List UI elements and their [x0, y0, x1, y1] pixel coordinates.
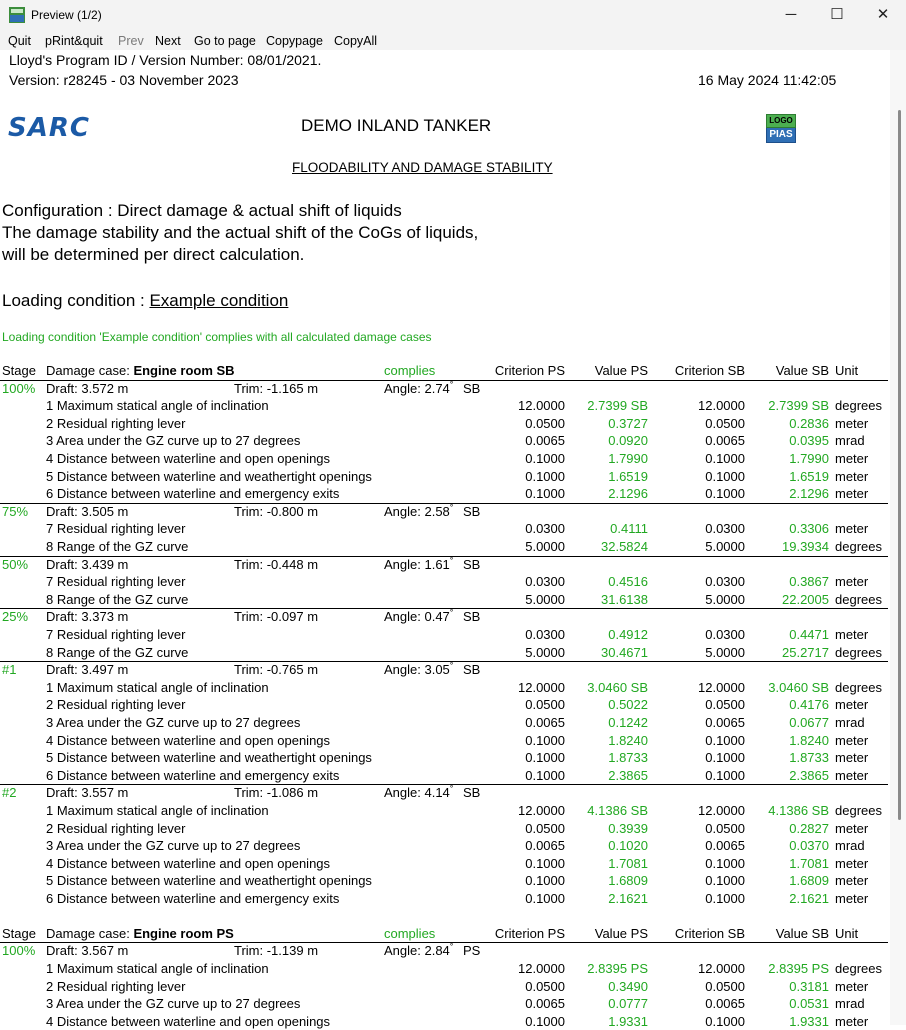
- actual-sb-value: 0.0395: [789, 433, 829, 449]
- unit-label: mrad: [835, 433, 865, 449]
- app-icon: [9, 7, 25, 23]
- criterion-name: 5 Distance between waterline and weathertight openings: [46, 468, 372, 484]
- stage-trim: Trim: -0.097 m: [234, 609, 319, 625]
- stage-trim: Trim: -0.448 m: [234, 556, 319, 572]
- minimize-button[interactable]: ─: [785, 6, 797, 23]
- criterion-sb-value: 12.0000: [698, 803, 745, 818]
- actual-ps-value: 2.8395 PS: [587, 960, 648, 976]
- stage-angle: Angle: 1.61°: [384, 555, 454, 572]
- damage-case-label: Damage case: Engine room SB: [46, 363, 235, 378]
- actual-sb-value: 0.0370: [789, 838, 829, 854]
- unit-label: mrad: [835, 996, 865, 1012]
- unit-label: meter: [835, 891, 869, 906]
- criterion-sb-value: 0.1000: [705, 767, 745, 783]
- criterion-sb-value: 0.0500: [705, 978, 745, 994]
- col-header-value-ps: Value PS: [594, 925, 648, 941]
- stage-side: SB: [463, 556, 481, 572]
- criterion-ps-value: 5.0000: [525, 644, 565, 660]
- criterion-name: 1 Maximum statical angle of inclination: [46, 803, 269, 818]
- criterion-name: 2 Residual righting lever: [46, 978, 186, 994]
- loading-condition-value: Example condition: [149, 291, 289, 310]
- criterion-name: 6 Distance between waterline and emergency exits: [46, 891, 340, 906]
- actual-ps-value: 0.3727: [608, 415, 648, 431]
- actual-ps-value: 0.0920: [608, 433, 648, 449]
- actual-sb-value: 0.4471: [789, 627, 829, 642]
- stage-side: SB: [463, 380, 481, 396]
- damage-case-label: Damage case: Engine room PS: [46, 925, 234, 941]
- pias-logo: [766, 114, 796, 143]
- unit-label: meter: [835, 1013, 869, 1029]
- unit-label: meter: [835, 468, 869, 484]
- configuration-line-3: will be determined per direct calculation.: [2, 245, 305, 264]
- degree-sign: °: [449, 555, 454, 566]
- actual-ps-value: 2.3865: [608, 767, 648, 783]
- criterion-ps-value: 0.1000: [525, 486, 565, 502]
- stage-label: #2: [2, 785, 17, 801]
- stage-draft: Draft: 3.505 m: [46, 503, 129, 519]
- unit-label: meter: [835, 415, 869, 431]
- actual-ps-value: 31.6138: [601, 591, 648, 607]
- unit-label: meter: [835, 873, 869, 889]
- criterion-sb-value: 0.1000: [705, 750, 745, 766]
- degree-sign: °: [449, 660, 454, 671]
- menu-bar: [0, 32, 906, 50]
- stage-angle: Angle: 3.05°: [384, 660, 454, 678]
- damage-case-status: complies: [384, 925, 436, 941]
- criterion-ps-value: 0.0500: [525, 697, 565, 713]
- stage-draft: Draft: 3.497 m: [46, 662, 129, 678]
- maximize-button[interactable]: ☐: [830, 6, 844, 23]
- complies-message: Loading condition 'Example condition' complies with all calculated damage cases: [2, 330, 432, 344]
- criterion-sb-value: 0.1000: [705, 855, 745, 871]
- actual-ps-value: 30.4671: [601, 644, 648, 660]
- degree-sign: °: [449, 941, 454, 952]
- scrollbar-thumb[interactable]: [898, 110, 901, 820]
- col-header-value-sb: Value SB: [775, 363, 829, 378]
- stage-label: 25%: [2, 609, 29, 625]
- col-header-unit: Unit: [835, 925, 859, 941]
- stage-label: 75%: [2, 503, 29, 519]
- criterion-sb-value: 0.1000: [705, 732, 745, 748]
- unit-label: degrees: [835, 539, 882, 554]
- criterion-sb-value: 0.0300: [705, 574, 745, 590]
- criterion-ps-value: 5.0000: [525, 539, 565, 554]
- stage-draft: Draft: 3.557 m: [46, 785, 129, 801]
- criterion-ps-value: 0.0300: [525, 521, 565, 537]
- unit-label: degrees: [835, 679, 882, 695]
- col-header-criterion-ps: Criterion PS: [494, 363, 565, 378]
- stage-trim: Trim: -1.086 m: [234, 785, 319, 801]
- unit-label: degrees: [835, 644, 882, 660]
- actual-sb-value: 0.2836: [789, 415, 829, 431]
- actual-ps-value: 3.0460 SB: [587, 679, 648, 695]
- sarc-logo: SARC: [8, 113, 90, 143]
- actual-ps-value: 4.1386 SB: [587, 803, 648, 818]
- criterion-sb-value: 0.0065: [705, 996, 745, 1012]
- actual-sb-value: 1.8733: [789, 750, 829, 766]
- actual-sb-value: 2.1296: [789, 486, 829, 502]
- actual-sb-value: 1.9331: [789, 1013, 829, 1029]
- criterion-name: 1 Maximum statical angle of inclination: [46, 960, 269, 976]
- actual-ps-value: 32.5824: [601, 539, 648, 554]
- window-title: Preview (1/2): [31, 8, 102, 22]
- actual-sb-value: 0.2827: [789, 820, 829, 836]
- stage-angle: Angle: 2.74°: [384, 379, 454, 396]
- stage-trim: Trim: -0.800 m: [234, 503, 319, 519]
- criterion-ps-value: 0.0500: [525, 978, 565, 994]
- actual-sb-value: 2.8395 PS: [768, 960, 829, 976]
- criterion-sb-value: 0.1000: [705, 468, 745, 484]
- criterion-ps-value: 0.0500: [525, 820, 565, 836]
- actual-sb-value: 3.0460 SB: [768, 679, 829, 695]
- actual-ps-value: 1.8733: [608, 750, 648, 766]
- pias-logo-top: LOGO: [766, 114, 796, 128]
- criterion-sb-value: 0.0065: [705, 715, 745, 730]
- actual-sb-value: 0.4176: [789, 697, 829, 713]
- criterion-name: 8 Range of the GZ curve: [46, 539, 189, 554]
- pias-logo-bottom: PIAS: [766, 128, 796, 143]
- stage-side: SB: [463, 785, 481, 801]
- stage-trim: Trim: -1.165 m: [234, 380, 319, 396]
- actual-ps-value: 0.0777: [608, 996, 648, 1012]
- criterion-name: 3 Area under the GZ curve up to 27 degrees: [46, 996, 301, 1012]
- criterion-name: 2 Residual righting lever: [46, 415, 186, 431]
- unit-label: meter: [835, 486, 869, 502]
- actual-sb-value: 22.2005: [782, 591, 829, 607]
- criterion-name: 4 Distance between waterline and open openings: [46, 1013, 331, 1029]
- criterion-name: 6 Distance between waterline and emergency exits: [46, 486, 340, 502]
- unit-label: mrad: [835, 838, 865, 854]
- unit-label: meter: [835, 750, 869, 766]
- actual-sb-value: 1.6809: [789, 873, 829, 889]
- col-header-criterion-sb: Criterion SB: [674, 363, 745, 378]
- unit-label: meter: [835, 627, 869, 642]
- actual-sb-value: 4.1386 SB: [768, 803, 829, 818]
- report-page: [0, 50, 890, 1029]
- actual-ps-value: 0.4516: [608, 574, 648, 590]
- criterion-name: 2 Residual righting lever: [46, 820, 186, 836]
- stage-draft: Draft: 3.439 m: [46, 556, 129, 572]
- criterion-name: 7 Residual righting lever: [46, 521, 186, 537]
- unit-label: meter: [835, 451, 869, 466]
- criterion-name: 2 Residual righting lever: [46, 697, 186, 713]
- unit-label: degrees: [835, 960, 882, 976]
- stage-angle: Angle: 0.47°: [384, 608, 454, 625]
- degree-sign: °: [449, 784, 454, 795]
- criterion-sb-value: 0.1000: [705, 891, 745, 906]
- actual-ps-value: 0.4912: [608, 627, 648, 642]
- unit-label: meter: [835, 697, 869, 713]
- unit-label: meter: [835, 521, 869, 537]
- col-header-stage: Stage: [2, 363, 36, 378]
- title-bar: [0, 0, 906, 32]
- criterion-sb-value: 5.0000: [705, 591, 745, 607]
- criterion-name: 4 Distance between waterline and open openings: [46, 732, 331, 748]
- actual-ps-value: 0.1020: [608, 838, 648, 854]
- actual-ps-value: 2.1296: [608, 486, 648, 502]
- criterion-name: 5 Distance between waterline and weathertight openings: [46, 750, 372, 766]
- stage-label: 50%: [2, 556, 29, 572]
- criterion-ps-value: 12.0000: [518, 398, 565, 414]
- actual-ps-value: 0.3490: [608, 978, 648, 994]
- unit-label: meter: [835, 978, 869, 994]
- stage-angle: Angle: 2.84°: [384, 941, 454, 959]
- menu-go-to-page[interactable]: Go to page: [194, 34, 256, 48]
- criterion-ps-value: 0.1000: [525, 1013, 565, 1029]
- actual-sb-value: 19.3934: [782, 539, 829, 554]
- criterion-ps-value: 12.0000: [518, 803, 565, 818]
- actual-ps-value: 0.1242: [608, 715, 648, 730]
- actual-ps-value: 0.5022: [608, 697, 648, 713]
- criterion-sb-value: 0.0500: [705, 697, 745, 713]
- actual-ps-value: 1.6519: [608, 468, 648, 484]
- configuration-line-2: The damage stability and the actual shift of the CoGs of liquids,: [2, 223, 479, 242]
- ship-name: DEMO INLAND TANKER: [301, 116, 492, 135]
- actual-sb-value: 2.1621: [789, 891, 829, 906]
- criterion-sb-value: 0.1000: [705, 873, 745, 889]
- actual-sb-value: 0.3306: [789, 521, 829, 537]
- stage-draft: Draft: 3.572 m: [46, 380, 129, 396]
- damage-case-name: Engine room PS: [133, 925, 234, 941]
- actual-ps-value: 2.1621: [608, 891, 648, 906]
- unit-label: degrees: [835, 803, 882, 818]
- criterion-sb-value: 0.0065: [705, 433, 745, 449]
- criterion-sb-value: 0.1000: [705, 486, 745, 502]
- criterion-sb-value: 0.1000: [705, 451, 745, 466]
- configuration-line-1: Configuration : Direct damage & actual shift of liquids: [2, 201, 402, 220]
- col-header-unit: Unit: [835, 363, 859, 378]
- menu-next[interactable]: Next: [155, 34, 181, 48]
- stage-label: 100%: [2, 943, 36, 959]
- criterion-sb-value: 5.0000: [705, 644, 745, 660]
- criterion-name: 7 Residual righting lever: [46, 627, 186, 642]
- col-header-stage: Stage: [2, 925, 36, 941]
- actual-ps-value: 2.7399 SB: [587, 398, 648, 414]
- actual-sb-value: 2.3865: [789, 767, 829, 783]
- criterion-ps-value: 5.0000: [525, 591, 565, 607]
- stage-angle: Angle: 4.14°: [384, 784, 454, 801]
- stage-label: 100%: [2, 380, 36, 396]
- menu-print-quit[interactable]: pRint&quit: [45, 34, 103, 48]
- criterion-ps-value: 0.0065: [525, 996, 565, 1012]
- unit-label: meter: [835, 820, 869, 836]
- criterion-name: 5 Distance between waterline and weathertight openings: [46, 873, 372, 889]
- criterion-name: 8 Range of the GZ curve: [46, 591, 189, 607]
- criterion-name: 1 Maximum statical angle of inclination: [46, 679, 269, 695]
- actual-sb-value: 1.7081: [789, 855, 829, 871]
- menu-copypage[interactable]: Copypage: [266, 34, 323, 48]
- criterion-ps-value: 0.0300: [525, 627, 565, 642]
- stage-trim: Trim: -1.139 m: [234, 943, 319, 959]
- criterion-ps-value: 0.1000: [525, 468, 565, 484]
- actual-ps-value: 1.9331: [608, 1013, 648, 1029]
- actual-ps-value: 0.3939: [608, 820, 648, 836]
- damage-case-status: complies: [384, 363, 436, 378]
- criterion-ps-value: 0.0065: [525, 838, 565, 854]
- menu-prev[interactable]: Prev: [118, 34, 144, 48]
- stage-side: SB: [463, 609, 481, 625]
- criterion-sb-value: 0.0300: [705, 521, 745, 537]
- col-header-value-sb: Value SB: [775, 925, 829, 941]
- actual-sb-value: 2.7399 SB: [768, 398, 829, 414]
- actual-sb-value: 1.8240: [789, 732, 829, 748]
- lloyds-program-line: Lloyd's Program ID / Version Number: 08/01/2021.: [9, 52, 322, 68]
- criterion-ps-value: 0.0500: [525, 415, 565, 431]
- criterion-name: 8 Range of the GZ curve: [46, 644, 189, 660]
- stage-draft: Draft: 3.373 m: [46, 609, 129, 625]
- criterion-ps-value: 0.0065: [525, 433, 565, 449]
- criterion-ps-value: 12.0000: [518, 679, 565, 695]
- col-header-criterion-ps: Criterion PS: [494, 925, 565, 941]
- actual-ps-value: 1.6809: [608, 873, 648, 889]
- criterion-name: 1 Maximum statical angle of inclination: [46, 398, 269, 414]
- criterion-ps-value: 12.0000: [518, 960, 565, 976]
- actual-ps-value: 1.8240: [608, 732, 648, 748]
- criterion-ps-value: 0.1000: [525, 855, 565, 871]
- unit-label: meter: [835, 732, 869, 748]
- actual-sb-value: 0.0531: [789, 996, 829, 1012]
- degree-sign: °: [449, 502, 454, 513]
- actual-sb-value: 25.2717: [782, 644, 829, 660]
- unit-label: degrees: [835, 591, 882, 607]
- criterion-name: 4 Distance between waterline and open openings: [46, 451, 331, 466]
- criterion-ps-value: 0.1000: [525, 750, 565, 766]
- unit-label: mrad: [835, 715, 865, 730]
- criterion-name: 3 Area under the GZ curve up to 27 degrees: [46, 715, 301, 730]
- version-line: Version: r28245 - 03 November 2023: [9, 72, 239, 88]
- criterion-name: 3 Area under the GZ curve up to 27 degrees: [46, 838, 301, 854]
- actual-sb-value: 0.3181: [789, 978, 829, 994]
- actual-ps-value: 1.7081: [608, 855, 648, 871]
- criterion-sb-value: 0.1000: [705, 1013, 745, 1029]
- unit-label: meter: [835, 767, 869, 783]
- degree-sign: °: [449, 379, 454, 390]
- col-header-value-ps: Value PS: [594, 363, 648, 378]
- damage-case-name: Engine room SB: [133, 363, 235, 378]
- criterion-sb-value: 5.0000: [705, 539, 745, 554]
- stage-side: PS: [463, 943, 481, 959]
- criterion-ps-value: 0.1000: [525, 891, 565, 906]
- degree-sign: °: [449, 608, 454, 619]
- col-header-criterion-sb: Criterion SB: [674, 925, 745, 941]
- criterion-sb-value: 12.0000: [698, 398, 745, 414]
- stage-side: SB: [463, 503, 481, 519]
- unit-label: degrees: [835, 398, 882, 414]
- actual-sb-value: 1.6519: [789, 468, 829, 484]
- criterion-sb-value: 12.0000: [698, 679, 745, 695]
- actual-sb-value: 0.0677: [789, 715, 829, 730]
- criterion-name: 7 Residual righting lever: [46, 574, 186, 590]
- actual-ps-value: 0.4111: [610, 521, 648, 537]
- report-datetime: 16 May 2024 11:42:05: [698, 72, 837, 88]
- criterion-name: 4 Distance between waterline and open openings: [46, 855, 331, 871]
- criterion-ps-value: 0.0065: [525, 715, 565, 730]
- criterion-name: 3 Area under the GZ curve up to 27 degrees: [46, 433, 301, 449]
- stage-label: #1: [2, 662, 17, 678]
- criterion-ps-value: 0.1000: [525, 732, 565, 748]
- criterion-sb-value: 0.0500: [705, 820, 745, 836]
- criterion-ps-value: 0.0300: [525, 574, 565, 590]
- vertical-scrollbar[interactable]: [890, 50, 906, 1025]
- loading-condition-label: Loading condition :: [2, 291, 150, 310]
- stage-draft: Draft: 3.567 m: [46, 943, 129, 959]
- unit-label: meter: [835, 574, 869, 590]
- section-title: FLOODABILITY AND DAMAGE STABILITY: [292, 160, 553, 175]
- close-button[interactable]: ✕: [876, 6, 890, 23]
- menu-quit[interactable]: Quit: [8, 34, 31, 48]
- stage-trim: Trim: -0.765 m: [234, 662, 319, 678]
- loading-condition: [2, 290, 288, 312]
- actual-ps-value: 1.7990: [608, 451, 648, 466]
- criterion-ps-value: 0.1000: [525, 873, 565, 889]
- criterion-sb-value: 0.0065: [705, 838, 745, 854]
- actual-sb-value: 1.7990: [789, 451, 829, 466]
- criterion-sb-value: 12.0000: [698, 960, 745, 976]
- unit-label: meter: [835, 855, 869, 871]
- criterion-name: 6 Distance between waterline and emergency exits: [46, 767, 340, 783]
- menu-copyall[interactable]: CopyAll: [334, 34, 378, 48]
- criterion-sb-value: 0.0500: [705, 415, 745, 431]
- criterion-ps-value: 0.1000: [525, 767, 565, 783]
- criterion-ps-value: 0.1000: [525, 451, 565, 466]
- stage-side: SB: [463, 662, 481, 678]
- criterion-sb-value: 0.0300: [705, 627, 745, 642]
- stage-angle: Angle: 2.58°: [384, 502, 454, 519]
- actual-sb-value: 0.3867: [789, 574, 829, 590]
